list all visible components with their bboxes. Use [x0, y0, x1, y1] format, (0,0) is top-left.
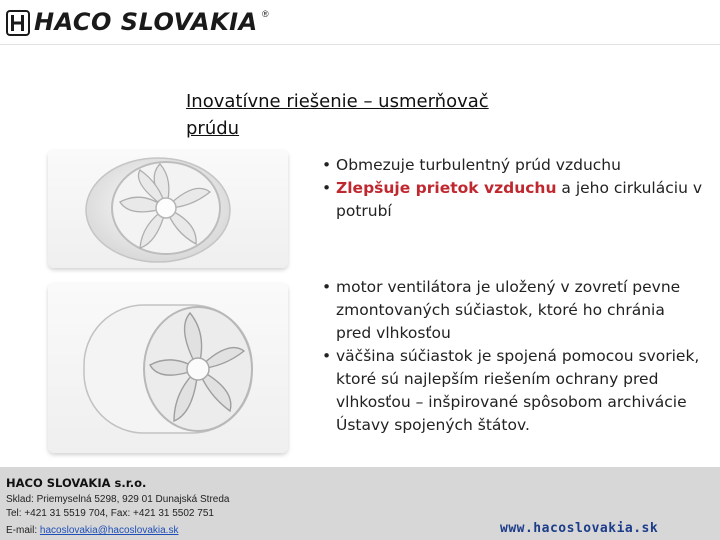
bullet-item: [322, 345, 702, 437]
bullet-item: [322, 154, 702, 177]
bullet-dot: •: [322, 156, 332, 174]
bullet-list-construction: [322, 276, 702, 437]
bullet-text: Obmezuje turbulentný prúd vzduchu: [336, 156, 621, 174]
footer-email-line: [6, 525, 178, 536]
fan-product-image-2: [48, 283, 288, 453]
bullet-item: [322, 276, 702, 345]
bullet-text: motor ventilátora je uložený v zovretí pevne zmontovaných súčiastok, ktoré ho chránia pred vlhkosťou: [336, 278, 681, 342]
header-bar: [0, 0, 720, 52]
slide-title: Inovatívne riešenie – usmerňovač prúdu: [186, 91, 489, 139]
footer-website[interactable]: www.hacoslovakia.sk: [500, 521, 659, 536]
footer-phone: Tel: +421 31 5519 704, Fax: +421 31 5502 751: [6, 508, 214, 519]
registered-mark: ®: [262, 9, 269, 19]
inline-duct-fan-open-icon: [48, 283, 288, 453]
bullet-list-features: [322, 154, 702, 223]
footer-email-link[interactable]: hacoslovakia@hacoslovakia.sk: [39, 525, 179, 536]
bullet-dot: •: [322, 347, 332, 365]
inline-duct-fan-icon: [48, 150, 288, 268]
fan-product-image-1: [48, 150, 288, 268]
footer-address: Sklad: Priemyselná 5298, 929 01 Dunajská Streda: [6, 494, 230, 505]
bullet-dot: •: [322, 278, 332, 296]
footer-email-label: E-mail:: [6, 525, 40, 536]
footer-company-name: HACO SLOVAKIA s.r.o.: [6, 476, 147, 490]
header-divider: [0, 44, 720, 45]
bullet-highlight-text: Zlepšuje prietok vzduchu: [336, 179, 557, 197]
bullet-dot: •: [322, 179, 332, 197]
bullet-text: väčšina súčiastok je spojená pomocou svoriek, ktoré sú najlepším riešením ochrany pred vlhkosťou – inšpirované spôsobom archivácie Ústavy spojených štátov.: [336, 347, 700, 434]
bullet-text: a jeho cirkuláciu v potrubí: [336, 179, 702, 220]
bullet-item: [322, 177, 702, 223]
brand-logo-text: HACO SLOVAKIA: [34, 8, 258, 36]
haco-logo-icon: [6, 10, 30, 36]
